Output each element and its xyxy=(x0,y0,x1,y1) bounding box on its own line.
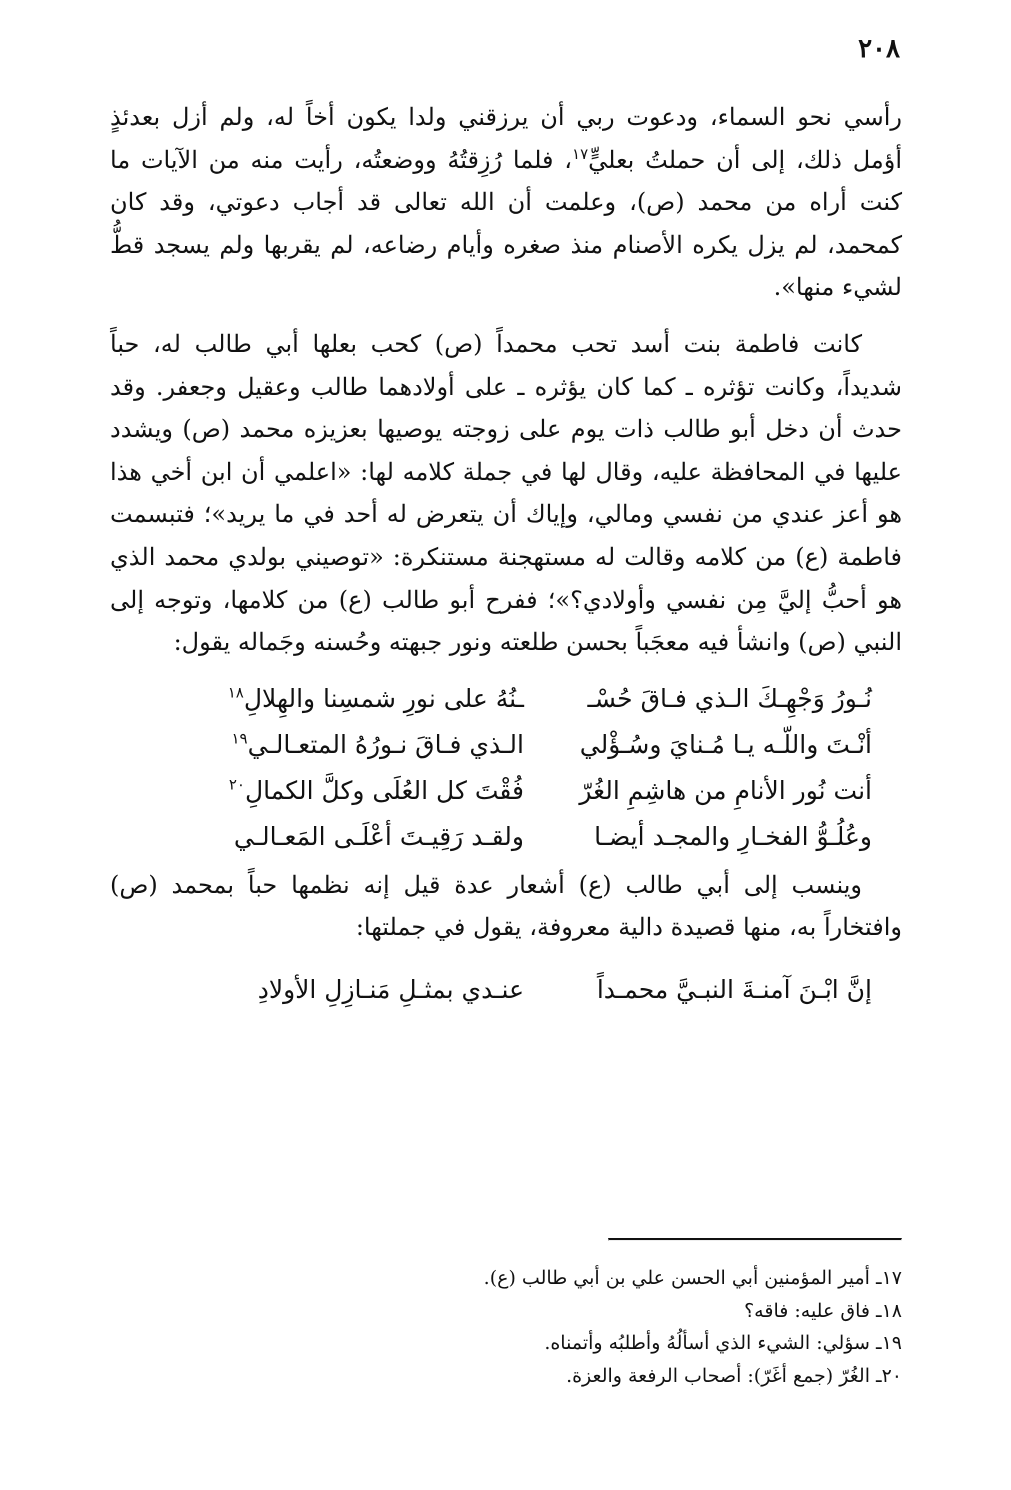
verse-second-hemistich xyxy=(134,676,534,722)
verse-line xyxy=(110,967,902,1013)
paragraph-2: كانت فاطمة بنت أسد تحب محمداً (ص) كحب بعلها أبي طالب له، حباً شديداً، وكانت تؤثره ـ كما كان يؤثره ـ على أولادهما طالب وعقيل وجعفر. وقد حدث أن دخل أبو طالب ذات يوم على زوجته يوصيها بعزيزه محمد (ص) ويشدد عليها في المحافظة عليه، وقال لها في جملة كلامه لها: «اعلمي أن ابن أخي هذا هو أعز عندي من نفسي ومالي، وإياك أن يتعرض له أحد في ما يريد»؛ فتبسمت فاطمة (ع) من كلامه وقالت له مستهجنة مستنكرة: «توصيني بولدي محمد الذي هو أحبُّ إليَّ مِن نفسي وأولادي؟»؛ ففرح أبو طالب (ع) من كلامها، وتوجه إلى النبي (ص) وانشأ فيه معجَباً بحسن طلعته ونور جبهته وحُسنه وجَماله يقول: xyxy=(110,329,902,657)
footnote-ref[interactable]: ١٨ xyxy=(227,683,244,702)
footnote-ref[interactable]: ١٧ xyxy=(572,144,589,163)
verse-second-hemistich: ولقـد رَقِيـتَ أعْلَـى المَعـالـي xyxy=(233,821,524,851)
verse-line xyxy=(110,768,902,814)
verse-first-hemistich: أنْـتَ واللّـه يـا مُـنايَ وسُـؤْلي xyxy=(579,729,872,759)
paragraph-3: وينسب إلى أبي طالب (ع) أشعار عدة قيل إنه نظمها حباً بمحمد (ص) وافتخاراً به، منها قصيدة دالية معروفة، يقول في جملتها: xyxy=(110,870,902,942)
footnote-ref[interactable]: ٢٠ xyxy=(228,775,245,794)
verse-first-hemistich: إنَّ ابْـنَ آمنـةَ النبـيَّ محمـداً xyxy=(596,974,872,1004)
footnote-17: ١٧ـ أمير المؤمنين أبي الحسن علي بن أبي طالب (ع). xyxy=(483,1267,902,1289)
verse-second-hemistich xyxy=(134,722,534,768)
footnote-19: ١٩ـ سؤلي: الشيء الذي أسألُهُ وأطلبُه وأتمناه. xyxy=(544,1332,902,1355)
footnote-ref[interactable]: ١٩ xyxy=(231,729,248,748)
verse-line xyxy=(110,676,902,722)
poem-block-1 xyxy=(110,676,902,860)
poem-block-2 xyxy=(110,967,902,1013)
page-number: ٢٠٨ xyxy=(858,34,900,64)
paragraph-text: ، فلما رُزِقتُهُ ووضعتُه، رأيت منه من الآيات ما كنت أراه من محمد (ص)، وعلمت أن الله تعالى قد أجاب دعوتي، وقد كان كمحمد، لم يزل يكره الأصنام منذ صغره وأيام رضاعه، لم يقربها ولم يسجد قطُّ لشيء منها». xyxy=(110,145,902,302)
verse-first-hemistich: أنت نُور الأنامِ من هاشِمِ الغُرّ xyxy=(579,775,872,805)
verse-line xyxy=(110,814,902,860)
verse-first-hemistich: نُـورُ وَجْهِـكَ الـذي فـاقَ حُسْـ xyxy=(587,683,872,713)
book-page xyxy=(110,0,902,1490)
footnote-separator xyxy=(608,1238,902,1241)
verse-second-hemistich xyxy=(134,768,534,814)
verse-first-hemistich: وعُلُـوُّ الفخـارِ والمجـد أيضـا xyxy=(594,821,872,851)
main-text xyxy=(110,96,902,1013)
hemistich-text: فُقْتَ كل العُلَى وكلَّ الكمالِ xyxy=(244,775,524,805)
hemistich-text: الـذي فـاقَ نـورُهُ المتعـالـي xyxy=(247,729,524,759)
verse-line xyxy=(110,722,902,768)
footnotes xyxy=(110,1262,902,1392)
hemistich-text: ـنُهُ على نورِ شمسِنا والهِلالِ xyxy=(243,683,524,713)
footnote-20: ٢٠ـ الغُرّ (جمع أغَرّ): أصحاب الرفعة والعزة. xyxy=(566,1364,902,1387)
verse-second-hemistich: عنـدي بمثـلِ مَنـازِلِ الأولادِ xyxy=(257,974,524,1004)
paragraph-1 xyxy=(110,96,902,309)
paragraph-text: رأسي نحو السماء، ودعوت ربي أن يرزقني ولدا يكون أخاً له، ولم أزل بعدئذٍ أؤمل ذلك، إلى أن حملتُ بعليٍّ xyxy=(110,103,902,174)
footnote-18: ١٨ـ فاق عليه: فاقه؟ xyxy=(744,1299,902,1322)
